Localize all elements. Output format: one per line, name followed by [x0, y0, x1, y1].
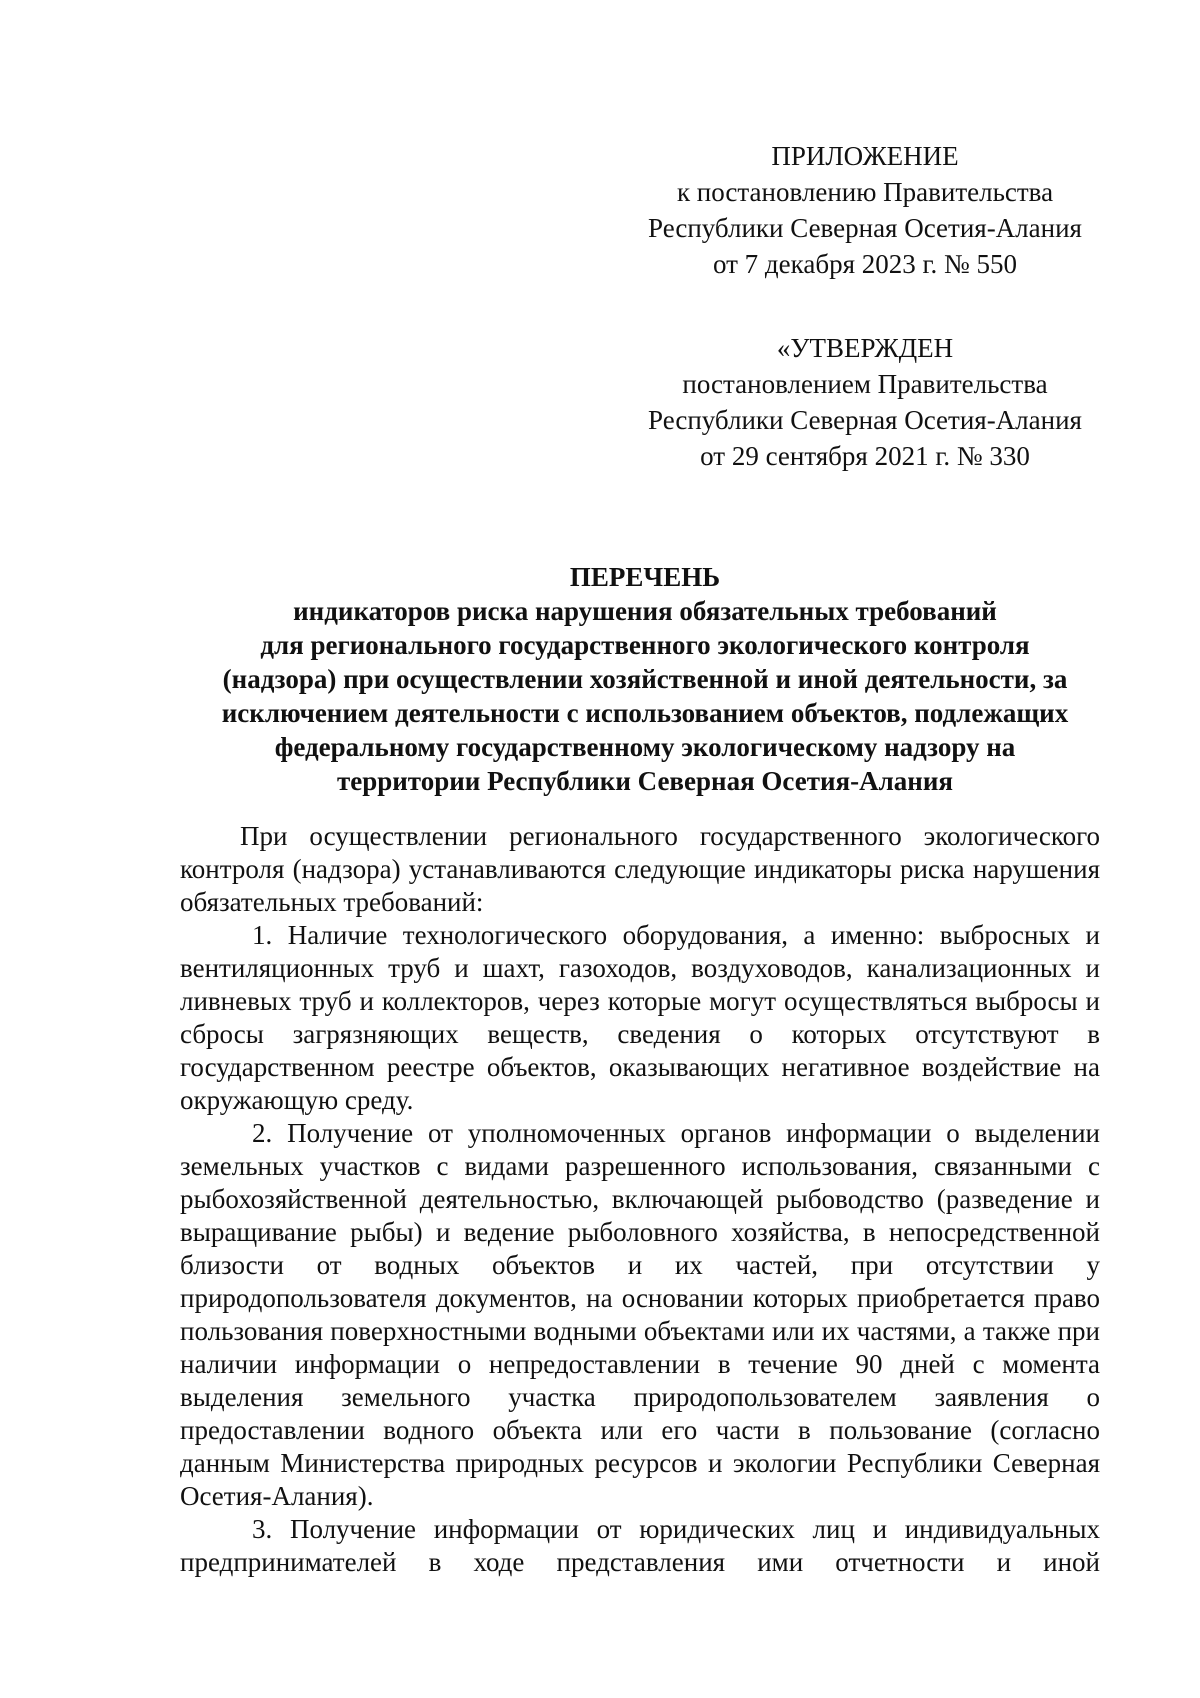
document-title — [180, 560, 1110, 798]
appendix-line-1: к постановлению Правительства — [676, 177, 1054, 207]
approved-line-2: Республики Северная Осетия-Алания — [648, 405, 1082, 435]
appendix-line-2: Республики Северная Осетия-Алания — [648, 213, 1082, 243]
title-line: для регионального государственного экологического контроля — [260, 630, 1030, 660]
item-paragraph-2: 2. Получение от уполномоченных органов информации о выделении земельных участков с видами разрешенного использования, связанными с рыбохозяйственной деятельностью, включающей рыбоводство (разведение и выращивание рыбы) и ведение рыболовного хозяйства, в непосредственной близости от водных объектов и их частей, при отсутствии у природопользователя документов, на основании которых приобретается право пользования поверхностными водными объектами или их частями, а также при наличии информации о непредоставлении в течение 90 дней с момента выделения земельного участка природопользователем заявления о предоставлении водного объекта или его части в пользование (согласно данным Министерства природных ресурсов и экологии Республики Северная Осетия-Алания). — [180, 1118, 1100, 1511]
title-line: индикаторов риска нарушения обязательных требований — [293, 596, 997, 626]
title-line: федеральному государственному экологическому надзору на — [274, 732, 1016, 762]
document-body — [180, 820, 1100, 1579]
intro-paragraph: При осуществлении регионального государственного экологического контроля (надзора) устанавливаются следующие индикаторы риска нарушения обязательных требований: — [180, 821, 1100, 917]
approved-line-3: от 29 сентября 2021 г. № 330 — [700, 441, 1030, 471]
title-heading: ПЕРЕЧЕНЬ — [569, 562, 721, 592]
item-paragraph-3: 3. Получение информации от юридических лиц и индивидуальных предпринимателей в ходе представления ими отчетности и иной — [180, 1514, 1100, 1577]
item-paragraph-1: 1. Наличие технологического оборудования, а именно: выбросных и вентиляционных труб и шахт, газоходов, воздуховодов, канализационных и ливневых труб и коллекторов, через которые могут осуществляться выбросы и сбросы загрязняющих веществ, сведения о которых отсутствуют в государственном реестре объектов, оказывающих негативное воздействие на окружающую среду. — [180, 920, 1100, 1115]
appendix-line-3: от 7 декабря 2023 г. № 550 — [712, 249, 1018, 279]
title-line: территории Республики Северная Осетия-Алания — [336, 766, 954, 796]
title-line: (надзора) при осуществлении хозяйственной и иной деятельности, за — [222, 664, 1068, 694]
approved-line-1: постановлением Правительства — [682, 369, 1048, 399]
appendix-block — [620, 138, 1110, 282]
appendix-title: ПРИЛОЖЕНИЕ — [771, 141, 959, 171]
approved-block — [620, 330, 1110, 474]
title-line: исключением деятельности с использованием объектов, подлежащих — [221, 698, 1069, 728]
approved-title: «УТВЕРЖДЕН — [776, 333, 954, 363]
